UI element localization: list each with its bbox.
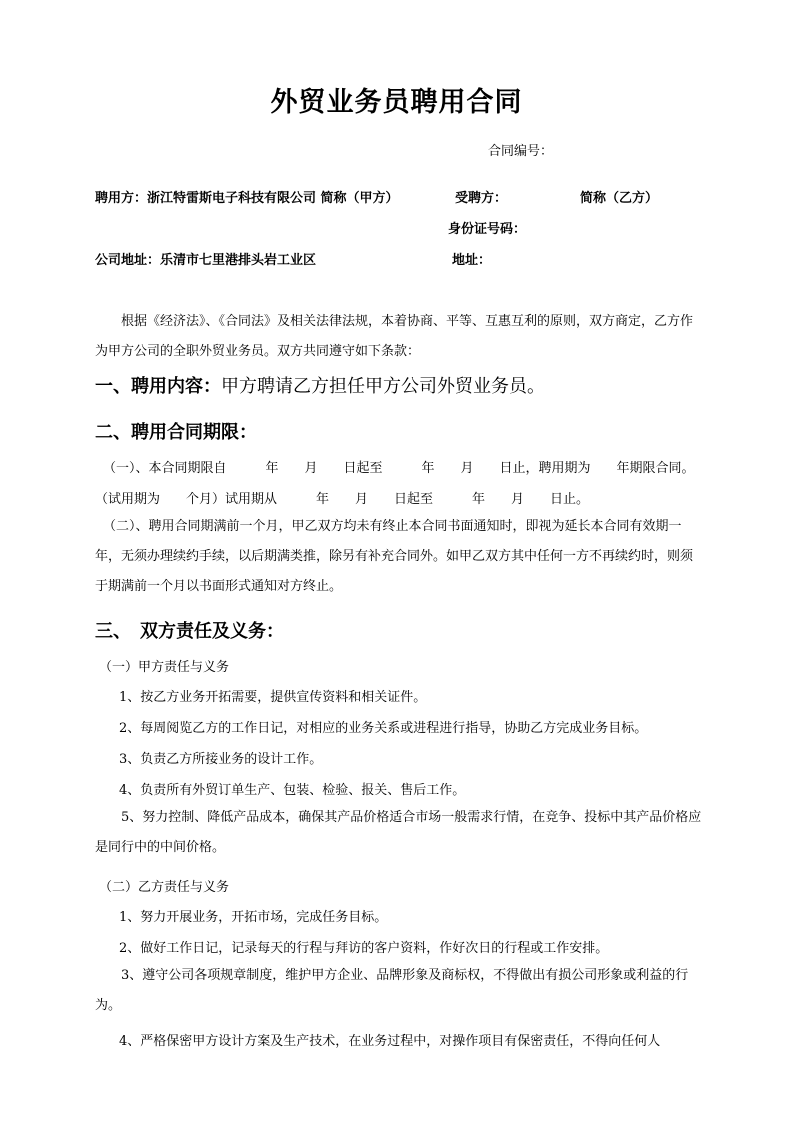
section1-text: 甲方聘请乙方担任甲方公司外贸业务员。 bbox=[221, 376, 545, 397]
party-a-duty-item: 4、负责所有外贸订单生产、包装、检验、报关、售后工作。 bbox=[119, 783, 466, 798]
party-a-duty-item: 5、努力控制、降低产品成本，确保其产品价格适合市场一般需求行情，在竞争、投标中其产品价格应是同行中的中间价格。 bbox=[95, 810, 702, 855]
employee-address-label: 地址： bbox=[452, 253, 492, 268]
contract-number-label: 合同编号： bbox=[488, 144, 554, 159]
section1-title: 一、聘用内容： bbox=[95, 376, 221, 397]
party-a-duty-item: 1、按乙方业务开拓需要，提供宣传资料和相关证件。 bbox=[119, 690, 427, 705]
party-b-duty-item: 1、努力开展业务，开拓市场，完成任务目标。 bbox=[119, 910, 388, 925]
employee-abbr-label: 简称（乙方） bbox=[580, 191, 659, 206]
section3-heading: 三、 双方责任及义务： bbox=[95, 621, 284, 642]
section1-heading bbox=[95, 372, 545, 398]
party-a-duty-item: 2、每周阅览乙方的工作日记，对相应的业务关系或进程进行指导，协助乙方完成业务目标。 bbox=[119, 721, 648, 736]
section2-heading: 二、聘用合同期限： bbox=[95, 422, 257, 443]
term-clause2: （二）、聘用合同期满前一个月，甲乙双方均未有终止本合同书面通知时，即视为延长本合同有效期一年，无须办理续约手续，以后期满类推，除另有补充合同外。如甲乙双方其中任何一方不再续约时，则须于期满前一个月以书面形式通知对方终止。 bbox=[95, 519, 694, 594]
party-b-duty-item: 3、遵守公司各项规章制度，维护甲方企业、品牌形象及商标权，不得做出有损公司形象或利益的行为。 bbox=[95, 968, 689, 1013]
party-a-duty-item: 3、负责乙方所接业务的设计工作。 bbox=[119, 752, 323, 767]
employer-line: 聘用方：浙江特雷斯电子科技有限公司 简称（甲方） bbox=[95, 191, 399, 206]
party-a-duties-heading: （一）甲方责任与义务 bbox=[99, 660, 230, 675]
party-b-duties-heading: （二）乙方责任与义务 bbox=[99, 880, 230, 895]
page-title: 外贸业务员聘用合同 bbox=[270, 87, 523, 118]
id-number-label: 身份证号码： bbox=[448, 222, 527, 237]
party-b-duty-item: 4、严格保密甲方设计方案及生产技术，在业务过程中，对操作项目有保密责任，不得向任何人 bbox=[119, 1034, 661, 1049]
term-clause1-line2: （试用期为 个月）试用期从 年 月 日起至 年 月 日止。 bbox=[95, 492, 590, 507]
party-b-duty-item: 2、做好工作日记，记录每天的行程与拜访的客户资料，作好次日的行程或工作安排。 bbox=[119, 941, 609, 956]
company-address-line: 公司地址：乐清市七里港排头岩工业区 bbox=[95, 253, 317, 268]
intro-paragraph: 根据《经济法》、《合同法》及相关法律法规，本着协商、平等、互惠互利的原则，双方商定，乙方作为甲方公司的全职外贸业务员。双方共同遵守如下条款： bbox=[95, 314, 694, 359]
term-clause1-line1: （一）、本合同期限自 年 月 日起至 年 月 日止，聘用期为 年期限合同。 bbox=[103, 461, 695, 476]
employee-label: 受聘方： bbox=[455, 191, 508, 206]
